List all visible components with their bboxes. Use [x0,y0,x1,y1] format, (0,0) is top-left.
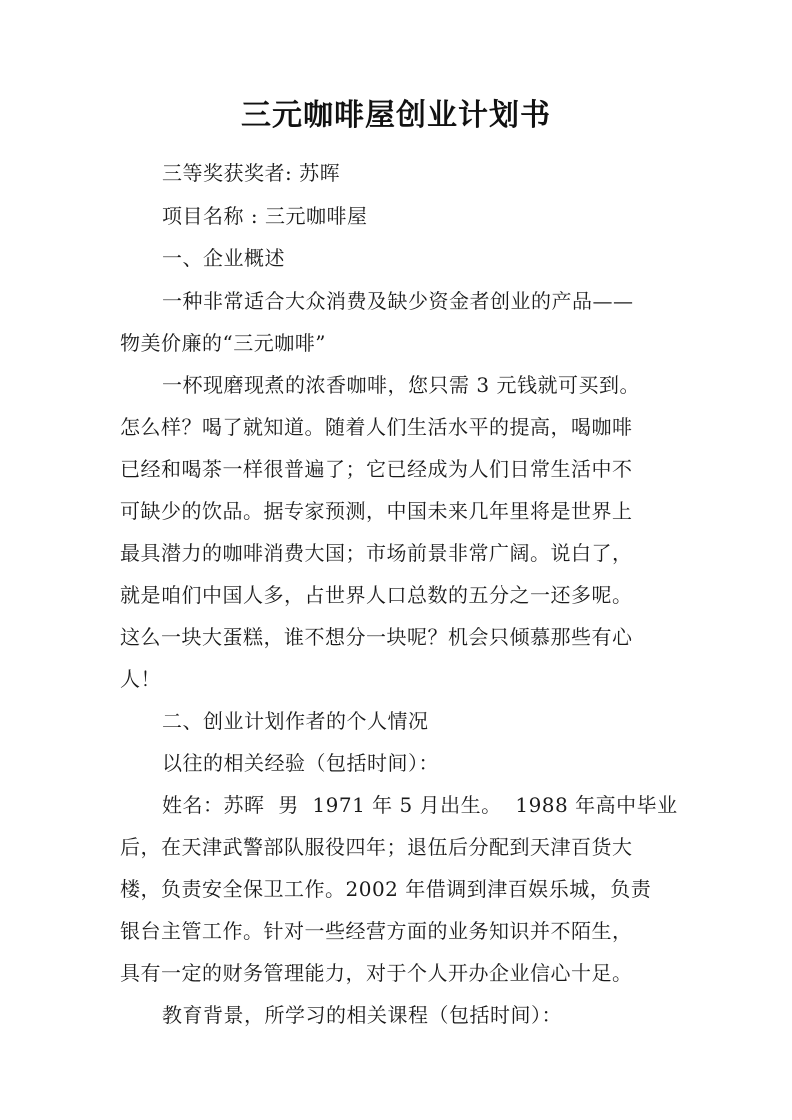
paragraph-line: 人！ [120,667,161,691]
paragraph-line: 姓名：苏晖 男 1971 年 5 月出生。 1988 年高中毕业 [162,793,678,817]
paragraph-line: 可缺少的饮品。据专家预测，中国未来几年里将是世界上 [120,499,633,523]
paragraph-line: 一种非常适合大众消费及缺少资金者创业的产品—— [162,289,634,313]
paragraph-line: 怎么样？喝了就知道。随着人们生活水平的提高，喝咖啡 [120,415,633,439]
section-heading-overview: 一、企业概述 [162,246,285,270]
paragraph-line: 最具潜力的咖啡消费大国；市场前景非常广阔。说白了， [120,541,633,565]
subheading-education: 教育背景，所学习的相关课程（包括时间）： [162,1003,562,1027]
paragraph-line: 物美价廉的“三元咖啡” [120,331,326,355]
award-winner-line: 三等奖获奖者: 苏晖 [162,161,341,185]
paragraph-line: 后，在天津武警部队服役四年；退伍后分配到天津百货大 [120,835,633,859]
paragraph-line: 已经和喝茶一样很普遍了；它已经成为人们日常生活中不 [120,457,633,481]
project-name-line: 项目名称 : 三元咖啡屋 [162,204,368,228]
paragraph-line: 具有一定的财务管理能力，对于个人开办企业信心十足。 [120,961,633,985]
section-heading-author: 二、创业计划作者的个人情况 [162,709,429,733]
subheading-experience: 以往的相关经验（包括时间）： [162,751,439,775]
paragraph-line: 一杯现磨现煮的浓香咖啡，您只需 3 元钱就可买到。 [162,373,640,397]
paragraph-line: 楼，负责安全保卫工作。2002 年借调到津百娱乐城，负责 [120,877,652,901]
paragraph-line: 这么一块大蛋糕，谁不想分一块呢？机会只倾慕那些有心 [120,625,633,649]
paragraph-line: 银台主管工作。针对一些经营方面的业务知识并不陌生， [120,919,633,943]
paragraph-line: 就是咱们中国人多，占世界人口总数的五分之一还多呢。 [120,583,633,607]
document-title: 三元咖啡屋创业计划书 [241,98,551,133]
